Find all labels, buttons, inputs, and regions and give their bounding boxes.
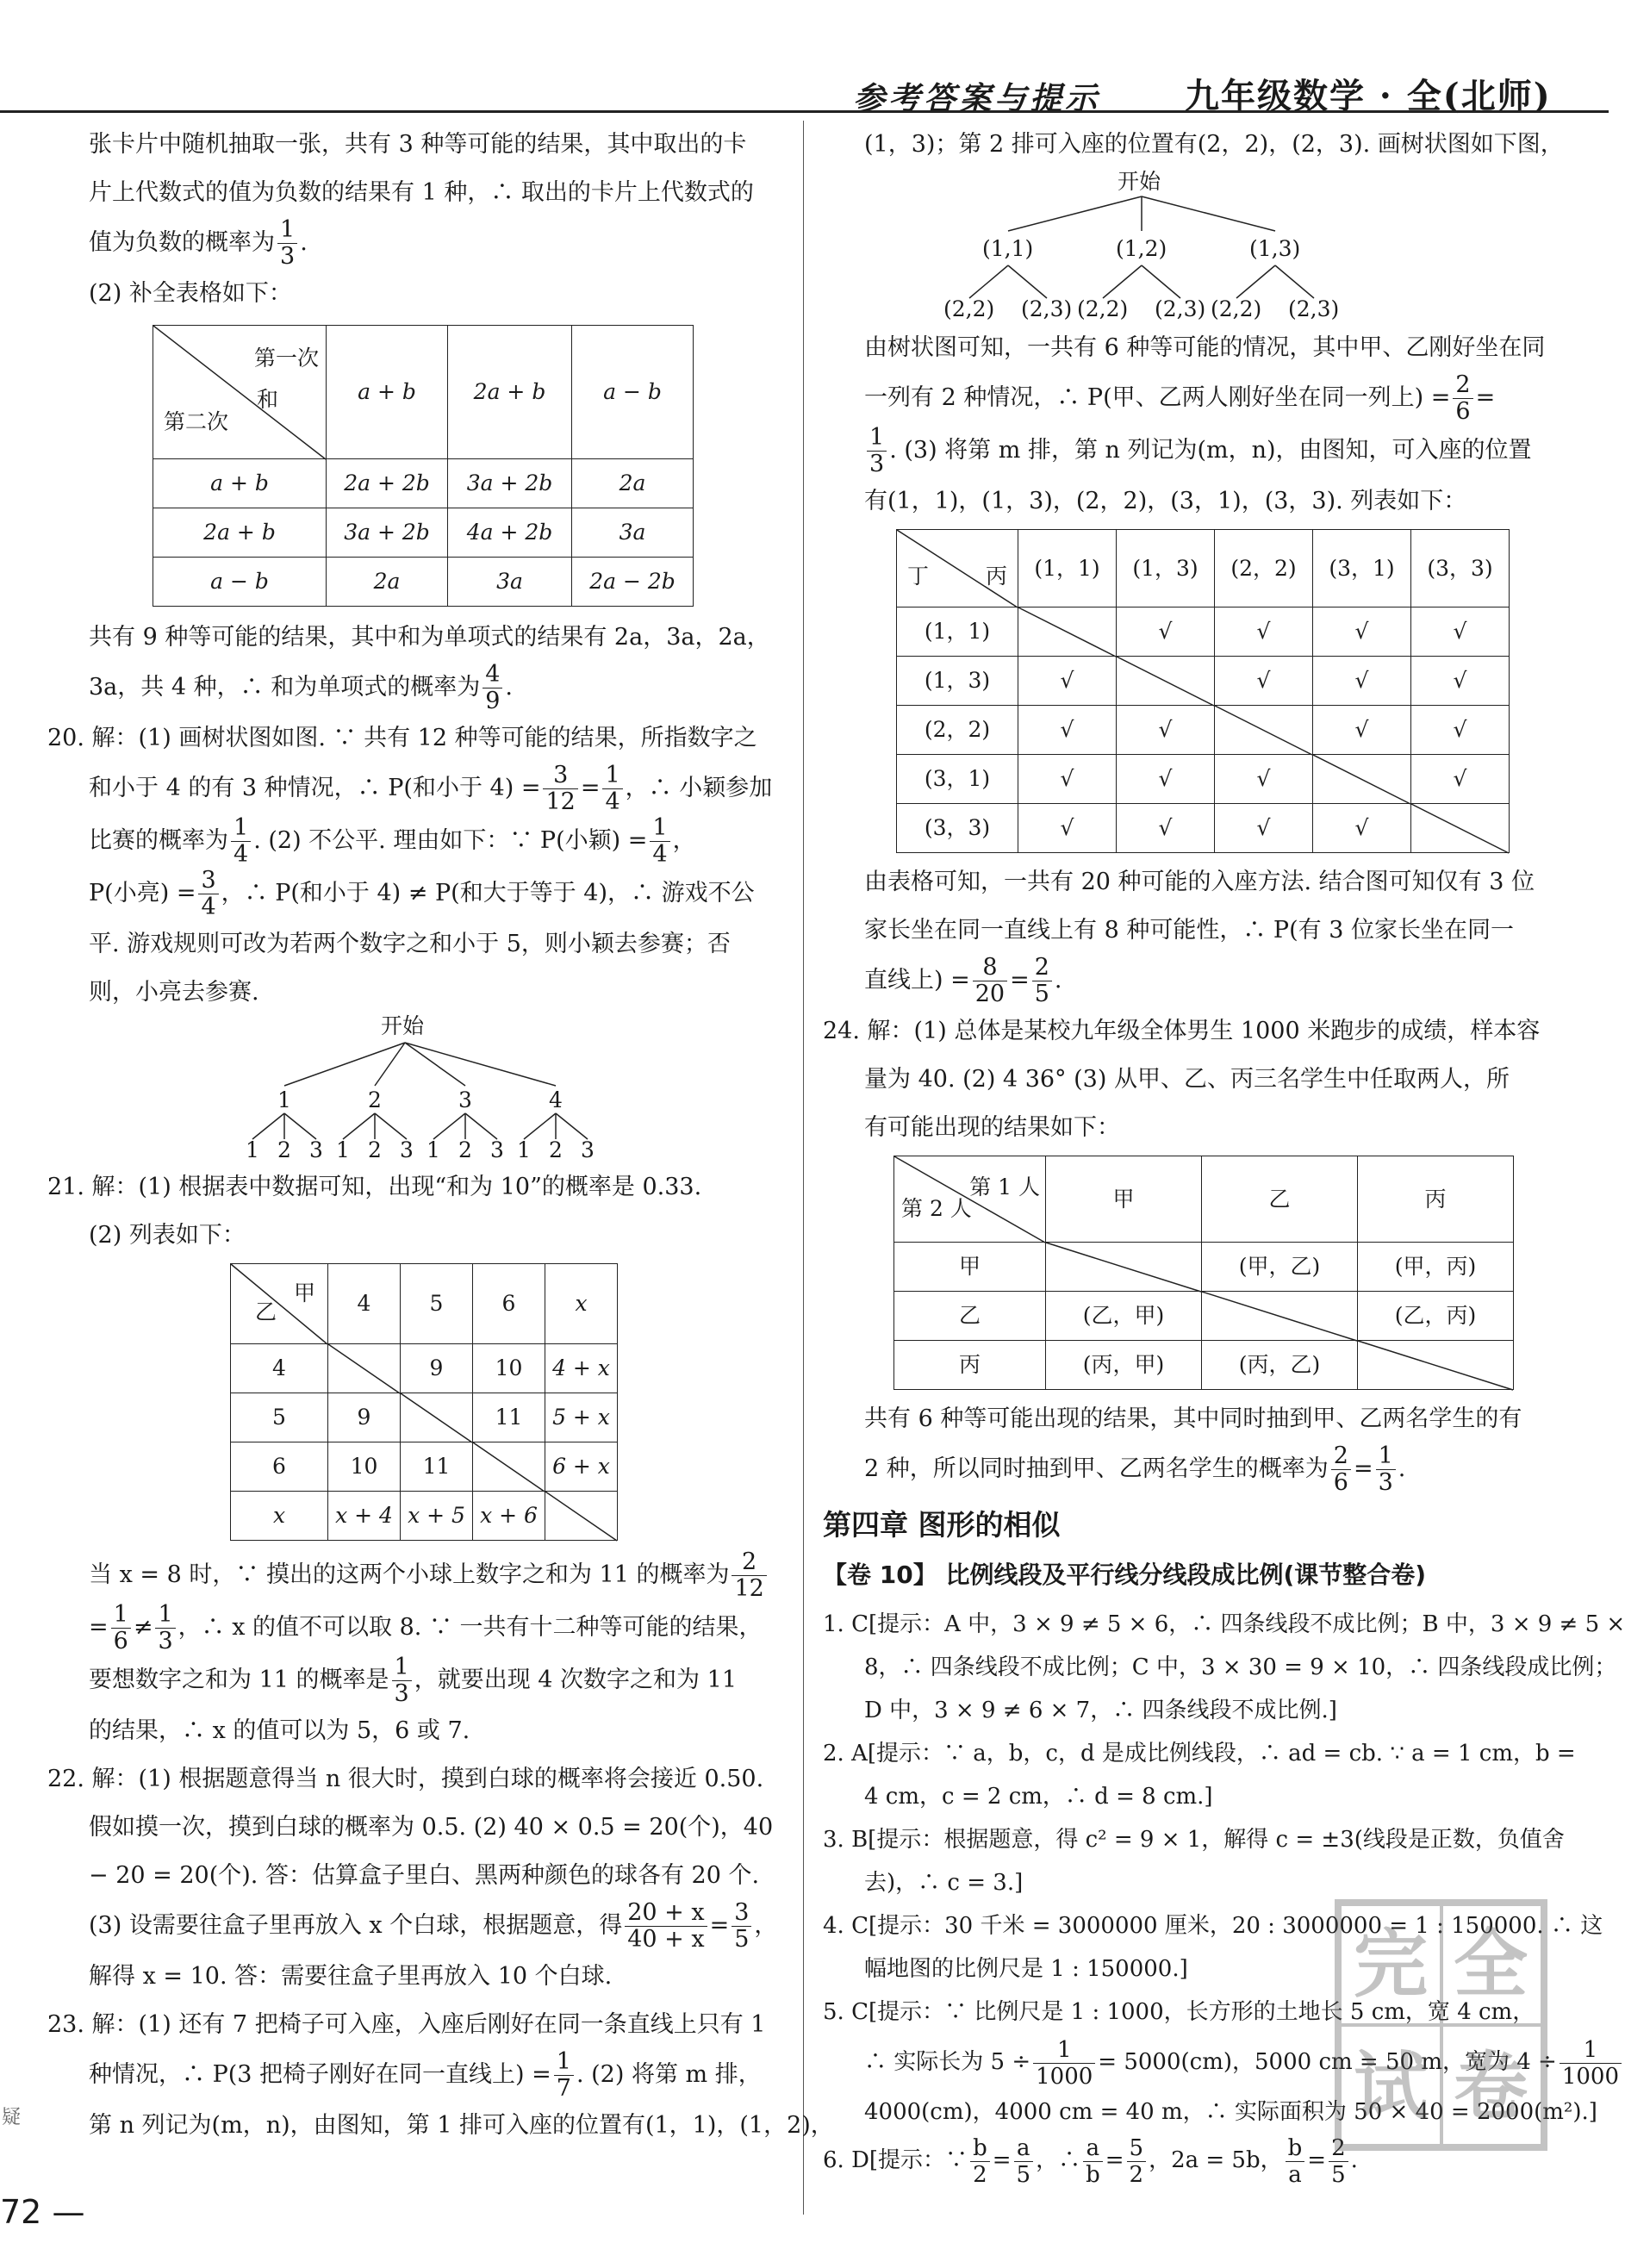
text-line: 家长坐在同一直线上有 8 种可能性，∴ P(有 3 位家长坐在同一 — [864, 917, 1514, 944]
table-corner-cell: 丁 丙 — [897, 530, 1018, 608]
table-row: (1，3) √ √ √ √ — [897, 657, 1510, 706]
watermark-stamp: 完 全 试 卷 — [1331, 1896, 1551, 2154]
table-row: 丙 (丙，甲) (丙，乙) — [894, 1341, 1514, 1390]
text-line: P(小亮) = $\frac{3}{4}$ ，∴ P(和小于 4) ≠ P(和大于等于 4)，∴ 游戏不公 — [89, 867, 755, 920]
table-header: x — [545, 1264, 618, 1344]
text-line: 由树状图可知，一共有 6 种等可能的情况，其中甲、乙刚好坐在同 — [864, 334, 1546, 361]
table-header: 2a + b — [448, 326, 572, 459]
table-row: 甲 (甲，乙) (甲，丙) — [894, 1243, 1514, 1292]
left-column — [47, 121, 834, 2150]
text-line: = $\frac{1}{6}$ ≠ $\frac{1}{3}$ ，∴ x 的值不可以取 8. ∵ 一共有十二种等可能的结果， — [89, 1601, 763, 1654]
right-column — [823, 121, 1625, 2188]
header-right-title: 九年级数学 · 全(北师) — [1185, 76, 1552, 116]
text-line: 幅地图的比例尺是 1 : 150000.] — [864, 1956, 1188, 1982]
text-line: 的结果，∴ x 的值可以为 5，6 或 7. — [89, 1717, 470, 1744]
text-line: 有(1，1)，(1，3)，(2，2)，(3，1)，(3，3). 列表如下： — [864, 488, 1467, 514]
text-line: 3a，共 4 种，∴ 和为单项式的概率为 $\frac{4}{9}$ . — [89, 661, 513, 714]
text-line: 8，∴ 四条线段不成比例；C 中，3 × 30 = 9 × 10，∴ 四条线段成比例； — [864, 1654, 1617, 1680]
table-header: 丙 — [1358, 1156, 1514, 1243]
table-row: 2a + b 3a + 2b 4a + 2b 3a — [153, 508, 694, 558]
text-line: 第 n 列记为(m，n)，由图知，第 1 排可入座的位置有(1，1)，(1，2)， — [89, 2112, 834, 2139]
answer-item: 2. A[提示：∵ a，b，c，d 是成比例线段，∴ ad = cb. ∵ a = 1 cm，b = — [823, 1741, 1576, 1766]
question-24: 24. 解：(1) 总体是某校九年级全体男生 1000 米跑步的成绩，样本容 — [823, 1018, 1541, 1044]
text-line: 2 种，所以同时抽到甲、乙两名学生的概率为 $\frac{2}{6}$ = $\frac{1}{3}$ . — [864, 1442, 1406, 1496]
table-row: 6 10 11 6 + x — [231, 1442, 618, 1492]
table-header: 甲 — [1046, 1156, 1202, 1243]
answer-item: 4. C[提示：30 千米 = 3000000 厘米，20 : 3000000 = 1 : 150000. ∴ 这 — [823, 1913, 1603, 1939]
sum-table — [153, 325, 694, 607]
question-22: 22. 解：(1) 根据题意得当 n 很大时，摸到白球的概率将会接近 0.50. — [47, 1766, 764, 1792]
table-header: (1，3) — [1117, 530, 1215, 608]
table-row: 乙 (乙，甲) (乙，丙) — [894, 1292, 1514, 1341]
table-corner-cell: 第一次 和 第二次 — [153, 326, 327, 459]
text-line: 量为 40. (2) 4 36° (3) 从甲、乙、丙三名学生中任取两人，所 — [864, 1066, 1510, 1093]
text-line: 当 x = 8 时，∵ 摸出的这两个小球上数字之和为 11 的概率为 $\frac{2}{12}$ — [47, 1549, 797, 1602]
table-row: (3，3) √ √ √ √ — [897, 804, 1510, 853]
header-left-title: 参考答案与提示 — [853, 79, 1100, 117]
table-header: (3，1) — [1313, 530, 1411, 608]
text-line: (3) 设需要往盒子里再放入 x 个白球，根据题意，得 $\frac{20 + x}{40 + x}$ = $\frac{3}{5}$ ， — [89, 1899, 778, 1953]
page-number: 72 — — [0, 2193, 85, 2231]
text-line: 平. 游戏规则可改为若两个数字之和小于 5，则小颖去参赛；否 — [89, 931, 731, 957]
text-line: 有可能出现的结果如下： — [864, 1114, 1120, 1141]
section-title: 【卷 10】 比例线段及平行线分线段成比例(课节整合卷) — [823, 1561, 1427, 1589]
text-line: − 20 = 20(个). 答：估算盒子里白、黑两种颜色的球各有 20 个. — [89, 1862, 760, 1889]
table-corner-cell: 第 1 人 第 2 人 — [894, 1156, 1046, 1243]
question-20: 20. 解：(1) 画树状图如图. ∵ 共有 12 种等可能的结果，所指数字之 — [47, 725, 757, 751]
text-line: 一列有 2 种情况，∴ P(甲、乙两人刚好坐在同一列上) = $\frac{2}{6}$ = — [864, 371, 1496, 425]
table-row: a + b 2a + 2b 3a + 2b 2a — [153, 459, 694, 508]
text-line: 比赛的概率为 $\frac{1}{4}$ . (2) 不公平. 理由如下：∵ P(小颖) = $\frac{1}{4}$ ， — [89, 814, 696, 868]
table-corner-cell: 甲 乙 — [231, 1264, 328, 1344]
answer-item: 3. B[提示：根据题意，得 c² = 9 × 1，解得 c = ±3(线段是正数，负值舍 — [823, 1827, 1565, 1853]
tree-diagram-20: 开始 1 2 3 4 1 2 3 1 2 3 1 2 3 1 2 3 — [246, 1013, 595, 1162]
text-line: (2) 补全表格如下： — [89, 280, 292, 307]
text-line: 共有 9 种等可能的结果，其中和为单项式的结果有 2a，3a，2a， — [89, 624, 770, 651]
page-header — [0, 0, 1609, 121]
text-line: $\frac{1}{3}$ . (3) 将第 m 排，第 n 列记为(m，n)，由图知，可入座的位置 — [823, 425, 1560, 477]
table-header: a + b — [327, 326, 448, 459]
text-line: 4 cm，c = 2 cm，∴ d = 8 cm.] — [864, 1784, 1213, 1810]
header-rule — [0, 110, 1609, 113]
seat-table — [896, 529, 1510, 853]
table-row: 4 9 10 4 + x — [231, 1344, 618, 1393]
table-header: 4 — [328, 1264, 401, 1344]
draw-table — [893, 1156, 1514, 1390]
text-line: 则，小亮去参赛. — [89, 979, 259, 1006]
column-divider — [803, 121, 804, 2215]
question-23: 23. 解：(1) 还有 7 把椅子可入座，入座后刚好在同一条直线上只有 1 — [47, 2011, 766, 2038]
table-row: (1，1) √ √ √ √ — [897, 608, 1510, 657]
side-char: 疑 — [2, 2107, 22, 2128]
table-row: a − b 2a 3a 2a − 2b — [153, 558, 694, 607]
text-line: 4000(cm)，4000 cm = 40 m，∴ 实际面积为 50 × 40 = 2000(m²).] — [864, 2099, 1597, 2125]
table-header: (3，3) — [1411, 530, 1510, 608]
tree-diagram-23: 开始 (1,1) (1,2) (1,3) (2,2) (2,3) (2,2) (2,3) (2,2) (2,3) — [943, 169, 1340, 321]
text-line: 假如摸一次，摸到白球的概率为 0.5. (2) 40 × 0.5 = 20(个)，40 — [89, 1814, 774, 1841]
text-line: 片上代数式的值为负数的结果有 1 种，∴ 取出的卡片上代数式的 — [89, 179, 754, 206]
text-line: (2) 列表如下： — [89, 1222, 246, 1249]
table-header: 6 — [473, 1264, 545, 1344]
answer-item: 5. C[提示：∵ 比例尺是 1 : 1000，长方形的土地长 5 cm，宽 4 cm， — [823, 1999, 1535, 2025]
text-line: 由表格可知，一共有 20 种可能的入座方法. 结合图可知仅有 3 位 — [864, 869, 1535, 895]
question-21: 21. 解：(1) 根据表中数据可知，出现“和为 10”的概率是 0.33. — [47, 1174, 702, 1200]
text-line: D 中，3 × 9 ≠ 6 × 7，∴ 四条线段不成比例.] — [864, 1698, 1337, 1723]
table-header: (1，1) — [1018, 530, 1117, 608]
text-line: 解得 x = 10. 答：需要往盒子里再放入 10 个白球. — [89, 1963, 613, 1990]
text-line: 直线上) = $\frac{8}{20}$ = $\frac{2}{5}$ . — [864, 954, 1062, 1007]
text-line: ∴ 实际长为 5 ÷ $\frac{1}{1000}$ = 5000(cm)，5000 cm = 50 m，宽为 4 ÷ $\frac{1}{1000}$ — [823, 2034, 1560, 2090]
chapter-title: 第四章 图形的相似 — [823, 1508, 1061, 1542]
table-row: (3，1) √ √ √ √ — [897, 755, 1510, 804]
sum-table-21 — [230, 1263, 618, 1541]
text-line: (1，3)；第 2 排可入座的位置有(2，2)，(2，3). 画树状图如下图， — [864, 131, 1564, 158]
text-line: 值为负数的概率为 $\frac{1}{3}$ . — [89, 216, 308, 270]
text-line: 去)，∴ c = 3.] — [864, 1870, 1024, 1896]
table-header: a − b — [572, 326, 694, 459]
text-line: 要想数字之和为 11 的概率是 $\frac{1}{3}$ ，就要出现 4 次数字之和为 11 — [89, 1654, 738, 1707]
table-header: 5 — [401, 1264, 473, 1344]
table-header: (2，2) — [1215, 530, 1313, 608]
table-row: x x + 4 x + 5 x + 6 — [231, 1492, 618, 1541]
table-header: 乙 — [1202, 1156, 1358, 1243]
table-row: (2，2) √ √ √ √ — [897, 706, 1510, 755]
text-line: 张卡片中随机抽取一张，共有 3 种等可能的结果，其中取出的卡 — [89, 131, 747, 158]
table-row: 5 9 11 5 + x — [231, 1393, 618, 1442]
text-line: 和小于 4 的有 3 种情况，∴ P(和小于 4) = $\frac{3}{12}$ = $\frac{1}{4}$ ，∴ 小颖参加 — [89, 762, 773, 815]
answer-item: 1. C[提示：A 中，3 × 9 ≠ 5 × 6，∴ 四条线段不成比例；B 中，3 × 9 ≠ 5 × — [823, 1611, 1625, 1637]
answer-item: 6. D[提示：∵ $\frac{b}{2}$ = $\frac{a}{5}$ ，∴ $\frac{a}{b}$ = $\frac{5}{2}$ ，2a = 5b， $\frac{b}{a}$ = $\frac{2}{5}$ . — [823, 2134, 1358, 2188]
text-line: 共有 6 种等可能出现的结果，其中同时抽到甲、乙两名学生的有 — [864, 1405, 1522, 1432]
text-line: 种情况，∴ P(3 把椅子刚好在同一直线上) = $\frac{1}{7}$ . (2) 将第 m 排， — [89, 2048, 762, 2102]
